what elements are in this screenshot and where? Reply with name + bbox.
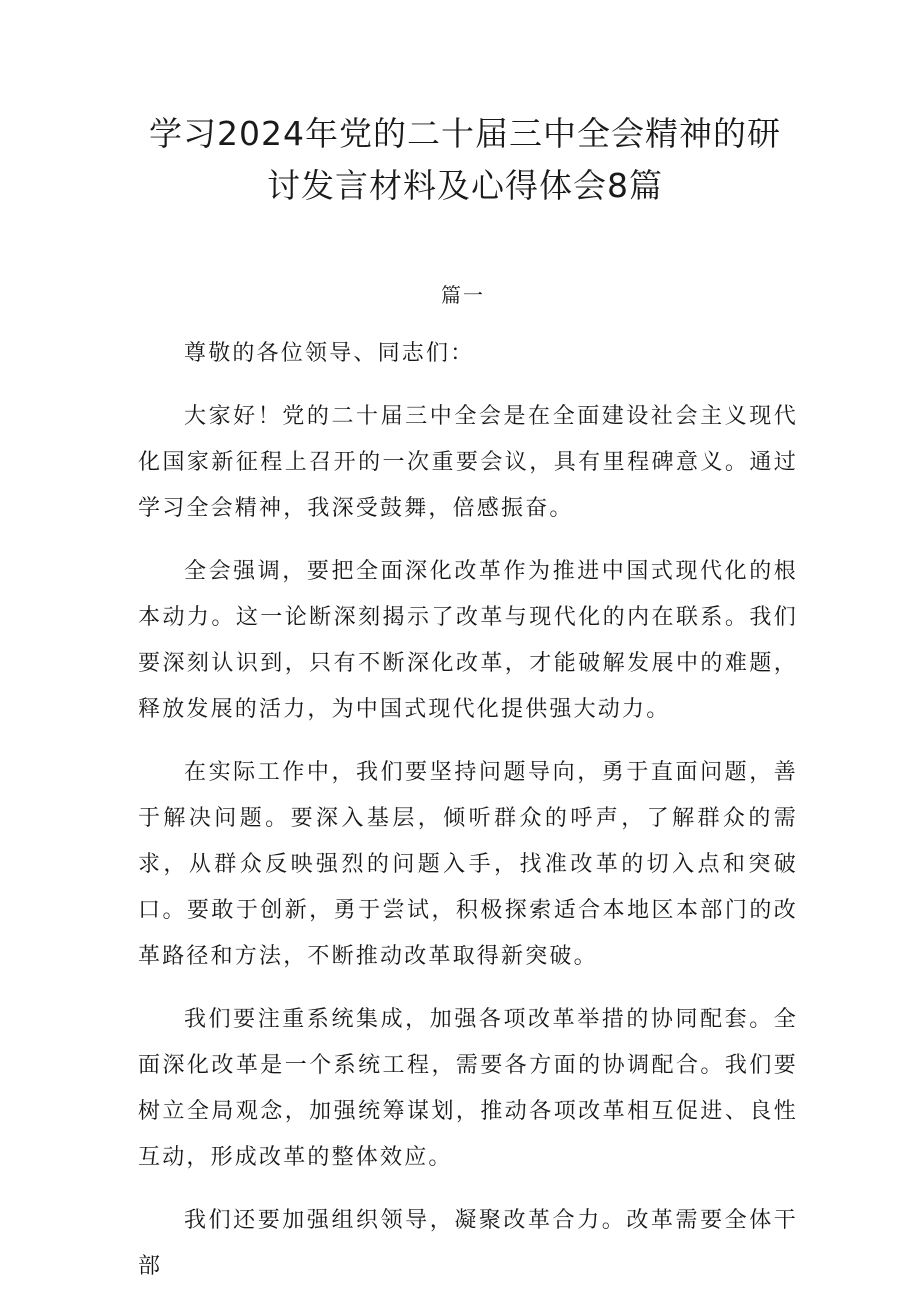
body-paragraph: 我们要注重系统集成，加强各项改革举措的协同配套。全面深化改革是一个系统工程，需要各方面的协调配合。我们要树立全局观念，加强统筹谋划，推动各项改革相互促进、良性互动，形成改革的整体效应。 [138,1007,798,1170]
section-heading: 篇一 [441,283,485,307]
salutation-paragraph: 尊敬的各位领导、同志们： [184,341,475,366]
body-paragraph: 在实际工作中，我们要坚持问题导向，勇于直面问题，善于解决问题。要深入基层，倾听群众的呼声，了解群众的需求，从群众反映强烈的问题入手，找准改革的切入点和突破口。要敢于创新，勇于尝试，积极探索适合本地区本部门的改革路径和方法，不断推动改革取得新突破。 [138,760,798,969]
body-paragraph: 我们还要加强组织领导，凝聚改革合力。改革需要全体干部 [138,1208,798,1279]
document-title: 学习2024年党的二十届三中全会精神的研讨发言材料及心得体会8篇 [149,114,781,205]
body-paragraph: 大家好！党的二十届三中全会是在全面建设社会主义现代化国家新征程上召开的一次重要会议，具有里程碑意义。通过学习全会精神，我深受鼓舞，倍感振奋。 [138,404,798,521]
document-body [138,331,798,1307]
body-paragraph: 全会强调，要把全面深化改革作为推进中国式现代化的根本动力。这一论断深刻揭示了改革与现代化的内在联系。我们要深刻认识到，只有不断深化改革，才能破解发展中的难题，释放发展的活力，为中国式现代化提供强大动力。 [138,559,798,722]
